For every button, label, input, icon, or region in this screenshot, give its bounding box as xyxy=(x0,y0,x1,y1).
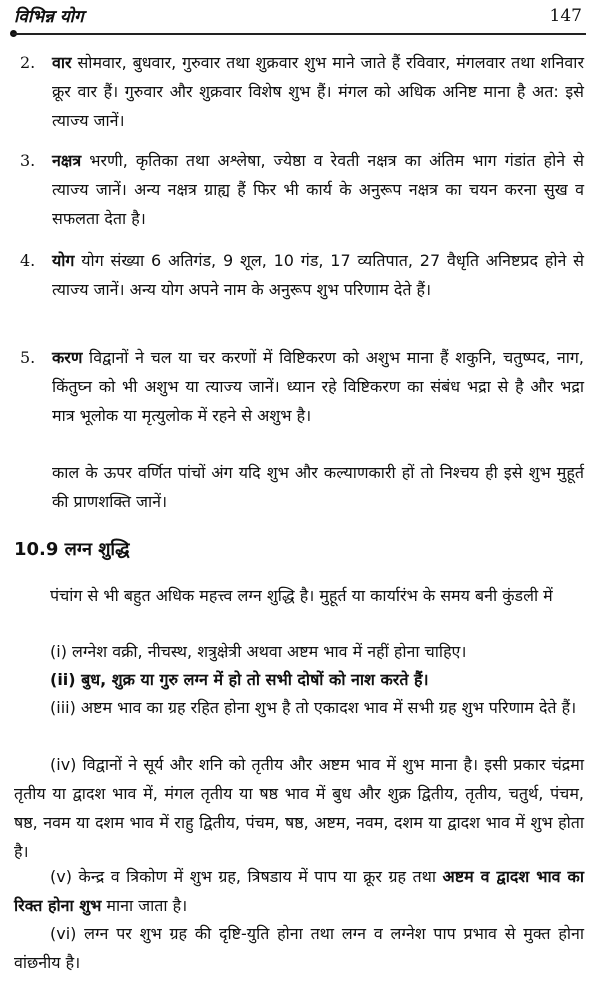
item-number: 3. xyxy=(20,151,36,170)
point-v-emphasis: अष्टम व द्वादश भाव का रिक्त होना शुभ xyxy=(14,867,584,915)
point-v-start: (v) केन्द्र व त्रिकोण में शुभ ग्रह, त्रिषडाय में पाप या क्रूर ग्रह तथा xyxy=(50,867,443,886)
closing-paragraph: काल के ऊपर वर्णित पांचों अंग यदि शुभ और कल्याणकारी हों तो निश्चय ही इसे शुभ मुहूर्त की प्राणशक्ति जानें। xyxy=(52,463,584,511)
list-item-nakshatra xyxy=(20,146,584,233)
point-vi: (vi) लग्न पर शुभ ग्रह की दृष्टि-युति होना तथा लग्न व लग्नेश पाप प्रभाव से मुक्त होना वांछनीय है। xyxy=(14,924,584,972)
item-text: योग संख्या 6 अतिगंड, 9 शूल, 10 गंड, 17 व्यतिपात, 27 वैधृति अनिष्टप्रद होने से त्याज्य जानें। अन्य योग अपने नाम के अनुरूप शुभ परिणाम देते हैं। xyxy=(52,251,584,299)
list-item-karan xyxy=(20,343,584,430)
item-term: करण xyxy=(52,348,83,367)
item-number: 4. xyxy=(20,251,36,270)
header-rule xyxy=(12,33,586,35)
point-iv: (iv) विद्वानों ने सूर्य और शनि को तृतीय और अष्टम भाव में शुभ माना है। इसी प्रकार चंद्रमा तृतीय या द्वादश भाव में, मंगल तृतीय या षष्ठ भाव में बुध और शुक्र द्वितीय, तृतीय, चतुर्थ, पंचम, षष्ठ, नवम या दशम भाव में राहु द्वितीय, पंचम, षष्ठ, अष्टम, नवम, दशम या द्वादश भाव में शुभ होता है। xyxy=(14,755,584,861)
list-item-var xyxy=(20,48,584,135)
item-term: नक्षत्र xyxy=(52,151,82,170)
item-text: सोमवार, बुधवार, गुरुवार तथा शुक्रवार शुभ माने जाते हैं रविवार, मंगलवार तथा शनिवार क्रूर वार हैं। गुरुवार और शुक्रवार विशेष शुभ हैं। मंगल को अधिक अनिष्ट माना है अत: इसे त्याज्य जानें। xyxy=(52,53,584,130)
item-text: भरणी, कृतिका तथा अश्लेषा, ज्येष्ठा व रेवती नक्षत्र का अंतिम भाग गंडांत होने से त्याज्य जानें। अन्य नक्षत्र ग्राह्य हैं फिर भी कार्य के अनुरूप नक्षत्र का चयन करना सुख व सफलता देता है। xyxy=(52,151,584,228)
section-title: 10.9 लग्न शुद्धि xyxy=(14,539,130,560)
item-text: विद्वानों ने चल या चर करणों में विष्टिकरण को अशुभ माना हैं शकुनि, चतुष्पद, नाग, किंतुघ्न को भी अशुभ या त्याज्य जानें। ध्यान रहे विष्टिकरण का संबंध भद्रा से है और भद्रा मात्र भूलोक या मृत्युलोक में रहने से अशुभ है। xyxy=(52,348,584,425)
item-term: वार xyxy=(52,53,72,72)
section-intro: पंचांग से भी बहुत अधिक महत्त्व लग्न शुद्धि है। मुहूर्त या कार्यारंभ के समय बनी कुंडली में xyxy=(50,586,553,605)
page-header xyxy=(10,2,586,36)
page-number: 147 xyxy=(549,6,582,26)
point-ii: (ii) बुध, शुक्र या गुरु लग्न में हो तो सभी दोषों को नाश करते हैं। xyxy=(50,670,429,689)
item-term: योग xyxy=(52,251,75,270)
point-v xyxy=(14,862,584,920)
item-number: 2. xyxy=(20,53,36,72)
point-iii: (iii) अष्टम भाव का ग्रह रहित होना शुभ है तो एकादश भाव में सभी ग्रह शुभ परिणाम देते हैं। xyxy=(50,698,577,717)
item-number: 5. xyxy=(20,348,36,367)
point-i: (i) लग्नेश वक्री, नीचस्थ, शत्रुक्षेत्री अथवा अष्टम भाव में नहीं होना चाहिए। xyxy=(50,642,467,661)
running-title: विभिन्न योग xyxy=(14,7,84,27)
list-item-yog xyxy=(20,246,584,304)
point-v-end: माना जाता है। xyxy=(101,896,188,915)
